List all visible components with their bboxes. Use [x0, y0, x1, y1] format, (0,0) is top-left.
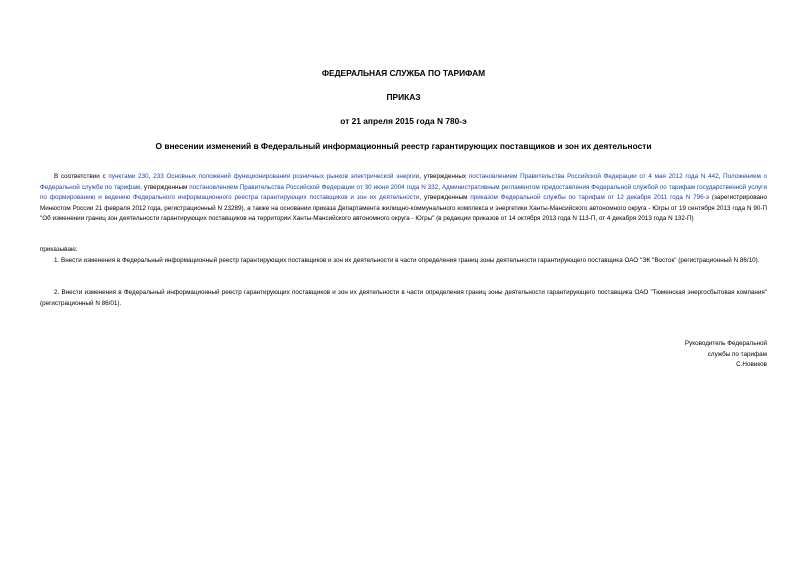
agency-title: ФЕДЕРАЛЬНАЯ СЛУЖБА ПО ТАРИФАМ: [321, 68, 486, 78]
link-admin-reglament[interactable]: Административным регламентом предоставления Федеральной службой по тарифам государственной услуги по формированию и ведению Федерального информационного реестра гарантирующих поставщиков и зон их деятельности: [40, 183, 767, 202]
preamble-text: ,: [148, 173, 154, 180]
document-subject: О внесении изменений в Федеральный информационный реестр гарантирующих поставщиков и зон их деятельности: [155, 141, 652, 151]
preamble-paragraph: [40, 172, 767, 225]
preamble-text: ,: [438, 183, 442, 191]
preamble-text: , утвержденным: [419, 194, 471, 202]
preamble-text: ,: [718, 173, 724, 180]
signature-position-line1: Руководитель Федеральной: [684, 340, 767, 347]
preamble-text: , утвержденных: [419, 173, 469, 180]
document-date-number: от 21 апреля 2015 года N 780-э: [340, 116, 467, 126]
signature-block: [607, 339, 767, 371]
link-punkt-230[interactable]: пунктами 230: [108, 173, 149, 180]
order-item-1: 1. Внести изменения в Федеральный информационный реестр гарантирующих поставщиков и зон их деятельности в части определения границ зоны деятельности гарантирующего поставщика ОАО "ЭК "Восток" (регистрационный N 86/10).: [54, 257, 760, 264]
document-type: ПРИКАЗ: [386, 92, 421, 102]
link-punkt-233[interactable]: 233 Основных положений функционирования розничных рынков электрической энергии: [153, 173, 420, 180]
link-polozhenie-fst[interactable]: Положением о Федеральной службе по тарифам: [40, 173, 768, 191]
link-prikaz-796[interactable]: приказом Федеральной службы по тарифам от 12 декабря 2011 года N 796-э: [470, 194, 709, 202]
link-postanovlenie-442[interactable]: постановлением Правительства Российской Федерации от 4 мая 2012 года N 442: [468, 173, 719, 180]
order-item-2: 2. Внести изменения в Федеральный информационный реестр гарантирующих поставщиков и зон их деятельности в части определения границ зоны деятельности гарантирующего поставщика ОАО "Тюменская энергосбытовая компания" (регистрационный N 86/01).: [40, 289, 767, 307]
preamble-text: , утвержденным: [140, 183, 190, 191]
preamble-text: В соответствии с: [54, 173, 109, 180]
signature-position-line2: службы по тарифам: [707, 350, 767, 358]
preamble-text: (зарегистрировано Минюстом России 21 февраля 2012 года, регистрационный N 23289), а также на основании приказа Департамента жилищно-коммунального комплекса и энергетики Ханты-Мансийского автономного округа - Югры от 19 сентября 2013 года N 90-П "Об изменении границ зон деятельности гарантирующих поставщиков на территории Ханты-Мансийского автономного округа - Югры" (в редакции приказов от 14 октября 2013 года N 113-П, от 4 декабря 2013 года N 132-П): [40, 194, 767, 223]
signature-name: С.Новиков: [736, 361, 767, 369]
link-postanovlenie-332[interactable]: постановлением Правительства Российской Федерации от 30 июня 2004 года N 332: [189, 183, 439, 191]
order-keyword: приказываю:: [40, 246, 78, 253]
